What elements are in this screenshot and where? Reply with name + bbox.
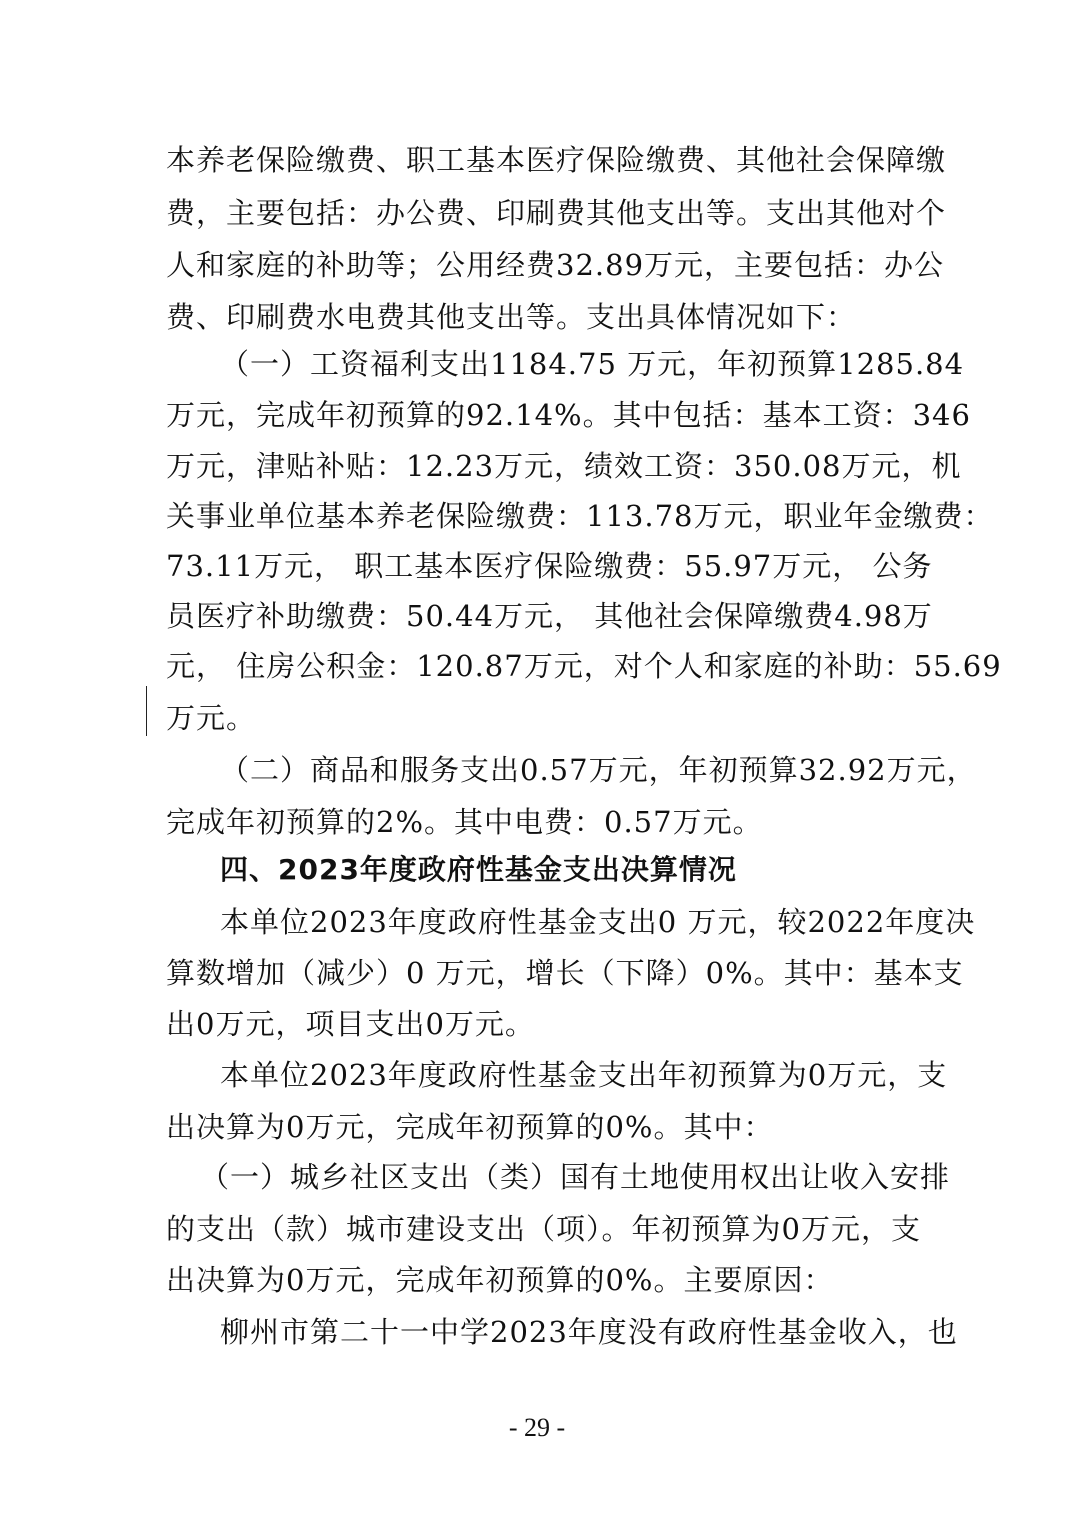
body-text-line: 本单位2023年度政府性基金支出年初预算为0万元，支: [220, 1058, 948, 1092]
body-text-line: 的支出（款）城市建设支出（项）。年初预算为0万元，支: [166, 1212, 921, 1246]
body-text-line: 费、印刷费水电费其他支出等。支出具体情况如下：: [166, 300, 857, 334]
body-text-line: 费，主要包括：办公费、印刷费其他支出等。支出其他对个: [166, 196, 947, 230]
body-text-line: 柳州市第二十一中学2023年度没有政府性基金收入，也: [220, 1315, 958, 1349]
body-text-line: 关事业单位基本养老保险缴费：113.78万元，职业年金缴费：: [166, 499, 994, 533]
body-text-line: 元， 住房公积金：120.87万元，对个人和家庭的补助：55.69: [166, 649, 1002, 683]
section-heading: 四、2023年度政府性基金支出决算情况: [220, 853, 737, 886]
body-text-line: （二）商品和服务支出0.57万元，年初预算32.92万元，: [220, 753, 977, 787]
body-text-line: 73.11万元， 职工基本医疗保险缴费：55.97万元， 公务: [166, 549, 933, 583]
body-text-line: 出决算为0万元，完成年初预算的0%。其中：: [166, 1110, 774, 1144]
body-text-line: （一）工资福利支出1184.75 万元，年初预算1285.84: [220, 347, 965, 381]
body-text-line: 万元，完成年初预算的92.14%。其中包括：基本工资：346: [166, 398, 971, 432]
body-text-line: 员医疗补助缴费：50.44万元， 其他社会保障缴费4.98万: [166, 599, 933, 633]
body-text-line: 完成年初预算的2%。其中电费：0.57万元。: [166, 805, 763, 839]
page-number: - 29 -: [508, 1413, 566, 1442]
body-text-line: 万元。: [166, 701, 257, 735]
body-text-line: 算数增加（减少）0 万元，增长（下降）0%。其中：基本支: [166, 956, 964, 990]
body-text-line: 本养老保险缴费、职工基本医疗保险缴费、其他社会保障缴: [166, 143, 947, 177]
body-text-line: 人和家庭的补助等；公用经费32.89万元，主要包括：办公: [166, 248, 945, 282]
body-text-line: 出决算为0万元，完成年初预算的0%。主要原因：: [166, 1263, 834, 1297]
body-text-line: 出0万元，项目支出0万元。: [166, 1007, 535, 1041]
body-text-line: （一）城乡社区支出（类）国有土地使用权出让收入安排: [200, 1160, 951, 1194]
margin-change-bar: [146, 686, 147, 736]
body-text-line: 万元，津贴补贴：12.23万元，绩效工资：350.08万元，机: [166, 449, 962, 483]
body-text-line: 本单位2023年度政府性基金支出0 万元，较2022年度决: [220, 905, 976, 939]
